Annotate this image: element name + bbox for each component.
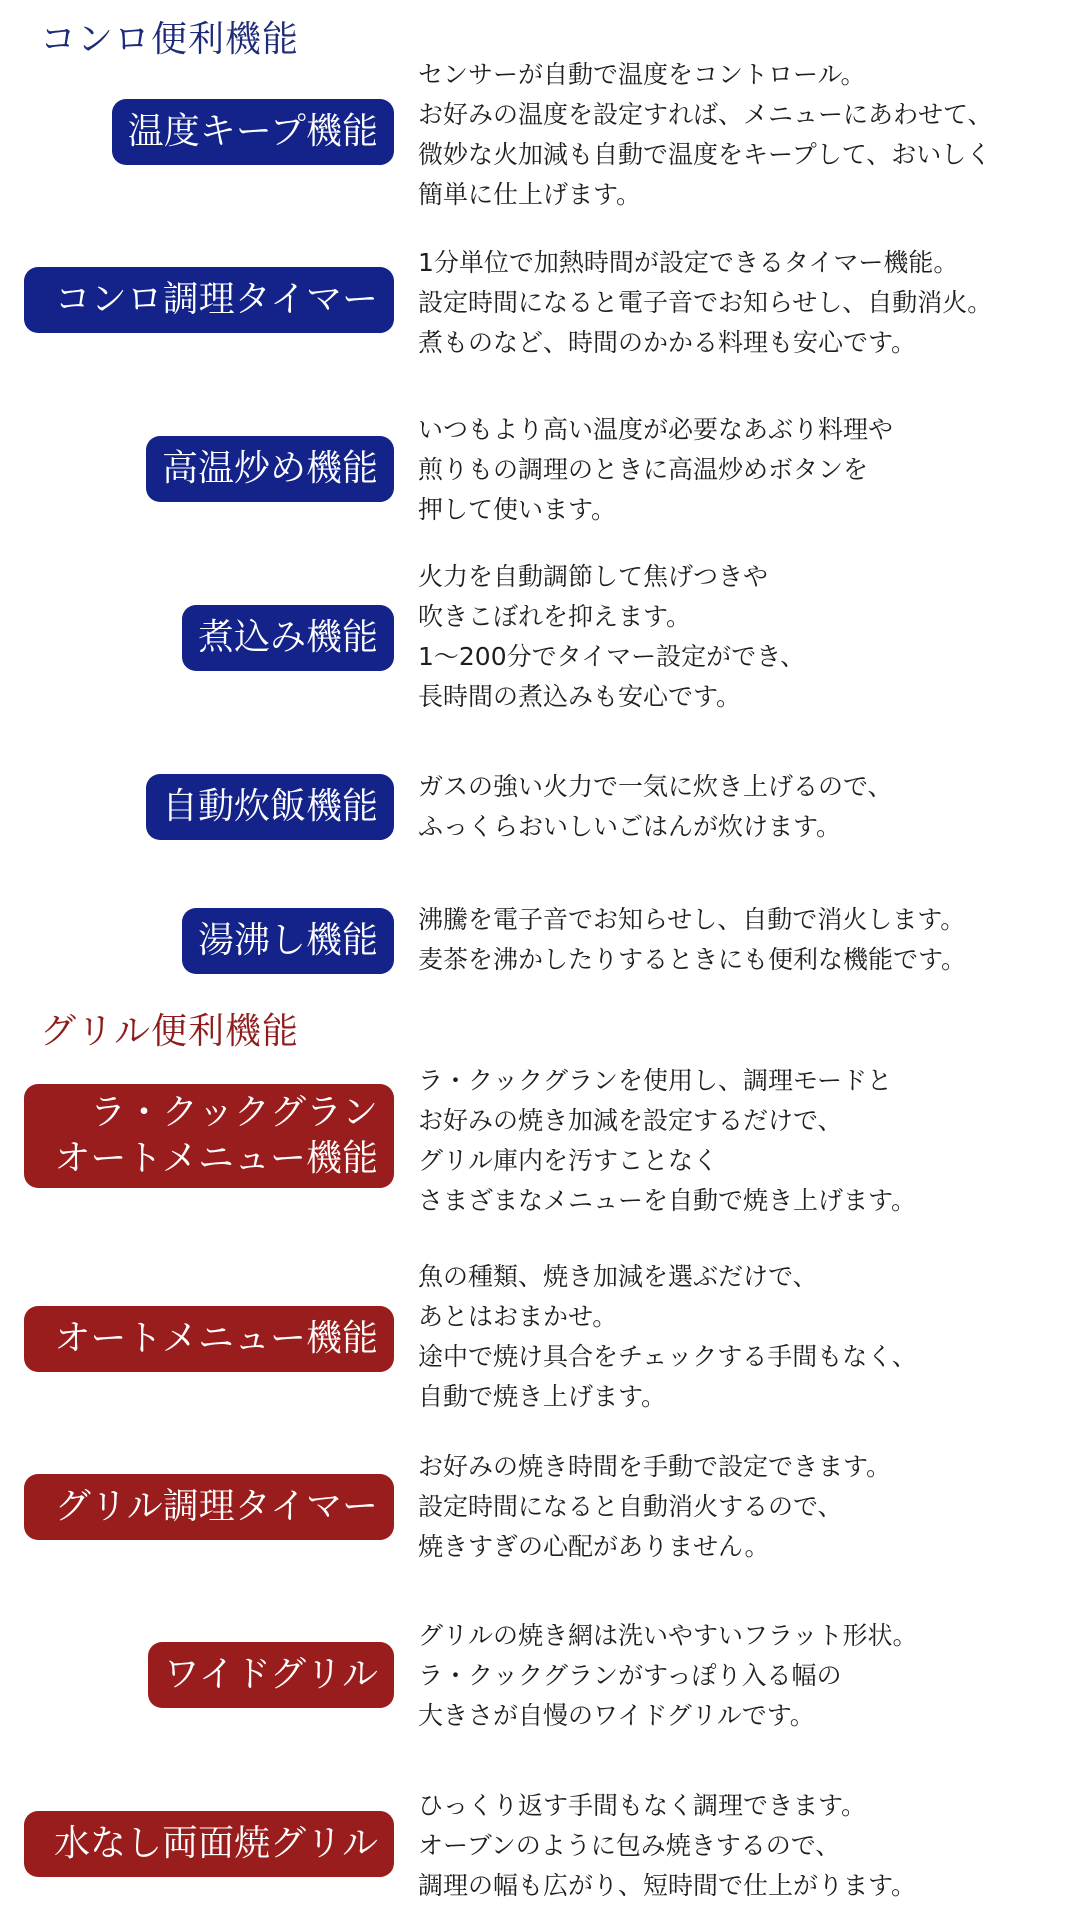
feature-desc-auto-menu: 魚の種類、焼き加減を選ぶだけで、 あとはおまかせ。 途中で焼け具合をチェックする手間もなく、 自動で焼き上げます。 [418,1262,917,1411]
grill-section-title: グリル便利機能 [40,1011,300,1052]
stove-section-title: コンロ便利機能 [40,19,300,60]
feature-desc-wide-grill: グリルの焼き網は洗いやすいフラット形状。 ラ・クックグランがすっぽり入る幅の 大きさが自慢のワイドグリルです。 [418,1621,918,1730]
feature-badge-grill-timer: グリル調理タイマー [24,1474,394,1540]
feature-badge-auto-rice: 自動炊飯機能 [146,774,394,840]
feature-desc-high-heat-stirfry: いつもより高い温度が必要なあぶり料理や 煎りもの調理のときに高温炒めボタンを 押して使います。 [418,415,894,524]
feature-desc-auto-rice: ガスの強い火力で一気に炊き上げるので、 ふっくらおいしいごはんが炊けます。 [418,772,893,841]
feature-desc-la-cook-gran-auto-menu: ラ・クックグランを使用し、調理モードと お好みの焼き加減を設定するだけで、 グリル庫内を汚すことなく さまざまなメニューを自動で焼き上げます。 [418,1066,917,1215]
feature-desc-waterless-double-sided-grill: ひっくり返す手間もなく調理できます。 オーブンのように包み焼きするので、 調理の幅も広がり、短時間で仕上がります。 [418,1791,917,1900]
feature-badge-waterless-double-sided-grill: 水なし両面焼グリル [24,1811,394,1877]
feature-badge-auto-menu: オートメニュー機能 [24,1306,394,1372]
feature-badge-la-cook-gran-auto-menu: ラ・クックグラン オートメニュー機能 [24,1084,394,1188]
feature-desc-boil: 沸騰を電子音でお知らせし、自動で消火します。 麦茶を沸かしたりするときにも便利な機能です。 [418,905,967,974]
feature-badge-high-heat-stirfry: 高温炒め機能 [146,436,394,502]
feature-desc-simmer: 火力を自動調節して焦げつきや 吹きこぼれを抑えます。 1～200分でタイマー設定ができ、 長時間の煮込みも安心です。 [418,562,806,711]
feature-badge-simmer: 煮込み機能 [182,605,394,671]
feature-badge-wide-grill: ワイドグリル [148,1642,394,1708]
feature-badge-temperature-keep: 温度キープ機能 [112,99,394,165]
feature-desc-stove-timer: 1分単位で加熱時間が設定できるタイマー機能。 設定時間になると電子音でお知らせし、自動消火。 煮ものなど、時間のかかる料理も安心です。 [418,248,993,357]
feature-desc-grill-timer: お好みの焼き時間を手動で設定できます。 設定時間になると自動消火するので、 焼きすぎの心配がありません。 [418,1452,892,1561]
feature-desc-temperature-keep: センサーが自動で温度をコントロール。 お好みの温度を設定すれば、メニューにあわせて、 微妙な火加減も自動で温度をキープして、おいしく 簡単に仕上げます。 [418,60,993,209]
feature-badge-stove-timer: コンロ調理タイマー [24,267,394,333]
feature-badge-boil: 湯沸し機能 [182,908,394,974]
